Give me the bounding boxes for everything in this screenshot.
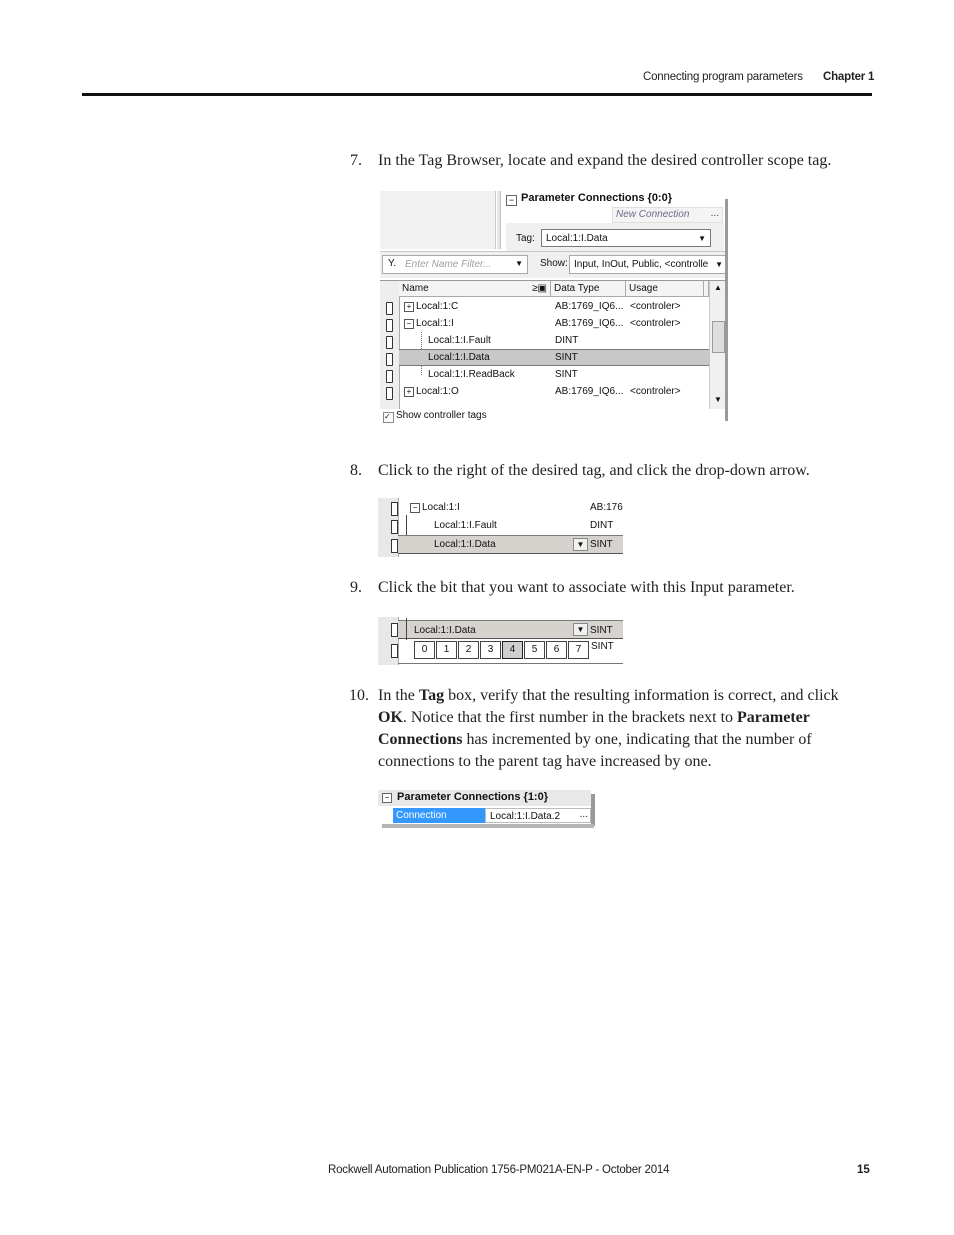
tag-data-type: SINT	[590, 539, 613, 550]
table-row-selected[interactable]	[398, 620, 623, 639]
filter-icon: Y.	[388, 258, 397, 269]
ellipsis-button[interactable]: ...	[579, 809, 588, 820]
term-parameter-connections: Parameter Connections	[378, 709, 810, 748]
term-ok: OK	[378, 709, 403, 726]
header-chapter: Chapter 1	[823, 71, 875, 83]
bit-selector	[414, 641, 590, 659]
tag-row-icon	[386, 319, 393, 332]
connection-value-field[interactable]	[485, 808, 591, 823]
left-pane	[380, 191, 496, 249]
pane-splitter[interactable]	[497, 191, 501, 249]
tag-browser-screenshot	[380, 191, 728, 426]
row-divider	[398, 663, 623, 664]
tag-usage: <controler>	[630, 386, 681, 397]
bit-button[interactable]: 3	[480, 641, 501, 659]
tag-row-icon	[391, 644, 398, 658]
show-label: Show:	[540, 258, 568, 269]
window-shadow	[382, 824, 594, 828]
tag-row-icon	[386, 370, 393, 383]
filter-bar	[380, 251, 726, 278]
show-controller-tags-label[interactable]: Show controller tags	[396, 410, 487, 421]
expand-icon[interactable]: +	[404, 387, 414, 397]
tag-dropdown-screenshot	[378, 498, 623, 557]
table-row-selected[interactable]	[398, 535, 623, 554]
column-name-label: Name	[402, 283, 429, 294]
tag-name: Local:1:I.ReadBack	[428, 369, 515, 380]
step-text-part: box, verify that the resulting information is correct, and click	[444, 687, 839, 704]
table-row[interactable]	[398, 498, 623, 517]
tag-data-type: SINT	[555, 369, 578, 380]
tag-row-icon	[391, 539, 398, 553]
step-text: In the Tag Browser, locate and expand the desired controller scope tag.	[378, 152, 832, 169]
tag-name: Local:1:O	[416, 386, 459, 397]
collapse-icon[interactable]: −	[404, 319, 414, 329]
dropdown-arrow-icon[interactable]: ▼	[573, 538, 588, 551]
tag-name: Local:1:I.Fault	[434, 520, 497, 531]
parameter-connections-title: Parameter Connections {1:0}	[397, 791, 548, 803]
tag-grid	[380, 280, 726, 409]
parameter-connections-result-screenshot	[378, 790, 596, 830]
show-combobox[interactable]	[569, 255, 726, 274]
table-row[interactable]	[399, 383, 709, 400]
scroll-up-icon[interactable]: ▲	[714, 283, 722, 292]
table-row[interactable]	[399, 366, 709, 383]
tag-usage: <controler>	[630, 301, 681, 312]
tag-label: Tag:	[516, 233, 535, 244]
tag-value: Local:1:I.Data	[546, 233, 608, 244]
tag-name: Local:1:I.Data	[428, 352, 490, 363]
show-value: Input, InOut, Public, <controlle	[574, 259, 709, 270]
dropdown-arrow-icon[interactable]: ▼	[713, 256, 723, 273]
step-text: Click the bit that you want to associate with this Input parameter.	[378, 579, 795, 596]
tag-combobox[interactable]	[541, 229, 711, 247]
ellipsis-button[interactable]: ...	[710, 208, 719, 219]
step-number: 9.	[350, 579, 362, 596]
column-header-usage[interactable]: Usage	[626, 281, 704, 297]
step-number: 8.	[350, 462, 362, 479]
tag-data-type: AB:176	[590, 502, 623, 513]
tag-data-type: DINT	[555, 335, 579, 346]
window-shadow	[591, 794, 595, 826]
tag-row-icon	[386, 302, 393, 315]
window-shadow	[725, 199, 728, 421]
bit-button[interactable]: 2	[458, 641, 479, 659]
bit-button[interactable]: 6	[546, 641, 567, 659]
tag-name: Local:1:I	[422, 502, 460, 513]
tag-data-type: DINT	[590, 520, 614, 531]
tag-name: Local:1:I.Fault	[428, 335, 491, 346]
term-tag: Tag	[418, 687, 445, 704]
new-connection-field[interactable]	[612, 207, 723, 223]
tag-name: Local:1:I.Data	[434, 539, 496, 550]
expand-icon[interactable]: +	[404, 302, 414, 312]
step-number: 10.	[349, 687, 369, 704]
collapse-icon[interactable]: −	[410, 503, 420, 513]
parameter-connections-title: Parameter Connections {0:0}	[521, 192, 672, 204]
collapse-icon[interactable]: −	[506, 195, 517, 206]
name-filter-input[interactable]	[382, 255, 528, 274]
table-row[interactable]	[399, 298, 709, 315]
tag-row-icon	[386, 336, 393, 349]
scroll-thumb[interactable]	[712, 321, 725, 353]
step-text	[378, 685, 848, 773]
tag-row-icon	[386, 387, 393, 400]
tag-data-type: SINT	[591, 641, 614, 652]
column-header-name[interactable]	[399, 281, 551, 297]
dropdown-arrow-icon[interactable]: ▼	[573, 623, 588, 636]
connection-value: Local:1:I.Data.2	[490, 811, 561, 822]
table-row[interactable]	[399, 332, 709, 349]
page-number: 15	[857, 1164, 870, 1176]
step-text-part: In the	[378, 687, 419, 704]
tag-data-type: AB:1769_IQ6...	[555, 386, 624, 397]
dropdown-arrow-icon[interactable]: ▼	[698, 234, 706, 243]
bit-button[interactable]: 5	[524, 641, 545, 659]
header-section-title: Connecting program parameters	[643, 71, 803, 83]
tag-row-icon	[386, 353, 393, 366]
column-header-data-type[interactable]: Data Type	[551, 281, 626, 297]
scroll-down-icon[interactable]: ▼	[714, 395, 722, 404]
dropdown-arrow-icon[interactable]: ▼	[515, 259, 523, 268]
tag-data-type: SINT	[555, 352, 578, 363]
tag-row-icon	[391, 502, 398, 516]
connection-label[interactable]: Connection	[393, 808, 485, 823]
show-controller-tags-checkbox[interactable]: ✓	[383, 412, 394, 423]
tag-name: Local:1:C	[416, 301, 459, 312]
bit-button[interactable]: 7	[568, 641, 589, 659]
step-text-part: has incremented by one, indicating that the number of connections to the parent tag have increased by one.	[378, 731, 812, 770]
tag-name: Local:1:I.Data	[414, 625, 476, 636]
tag-data-type: AB:1769_IQ6...	[555, 318, 624, 329]
bit-button[interactable]: 1	[436, 641, 457, 659]
step-text: Click to the right of the desired tag, and click the drop-down arrow.	[378, 462, 810, 479]
show-controller-tags-row	[380, 409, 726, 426]
tag-row-icon	[391, 520, 398, 534]
collapse-icon[interactable]: −	[382, 793, 392, 803]
tag-row-icon	[391, 623, 398, 637]
new-connection-text: New Connection	[616, 209, 690, 220]
header-rule	[82, 93, 872, 96]
tag-data-type: SINT	[590, 625, 613, 636]
filter-placeholder: Enter Name Filter...	[405, 259, 492, 270]
footer-publication: Rockwell Automation Publication 1756-PM021A-EN-P - October 2014	[328, 1164, 670, 1176]
bit-select-screenshot	[378, 617, 623, 665]
step-number: 7.	[350, 152, 362, 169]
table-row[interactable]	[399, 315, 709, 332]
tag-name: Local:1:I	[416, 318, 454, 329]
tag-data-type: AB:1769_IQ6...	[555, 301, 624, 312]
sort-icon[interactable]: ≥▣	[532, 283, 547, 294]
tree-line	[406, 618, 407, 640]
tag-usage: <controler>	[630, 318, 681, 329]
table-row-selected[interactable]	[399, 349, 709, 366]
step-text-part: . Notice that the first number in the brackets next to	[402, 709, 738, 726]
table-row[interactable]	[398, 516, 623, 535]
bit-button[interactable]: 0	[414, 641, 435, 659]
bit-button-hovered[interactable]: 4	[502, 641, 523, 659]
